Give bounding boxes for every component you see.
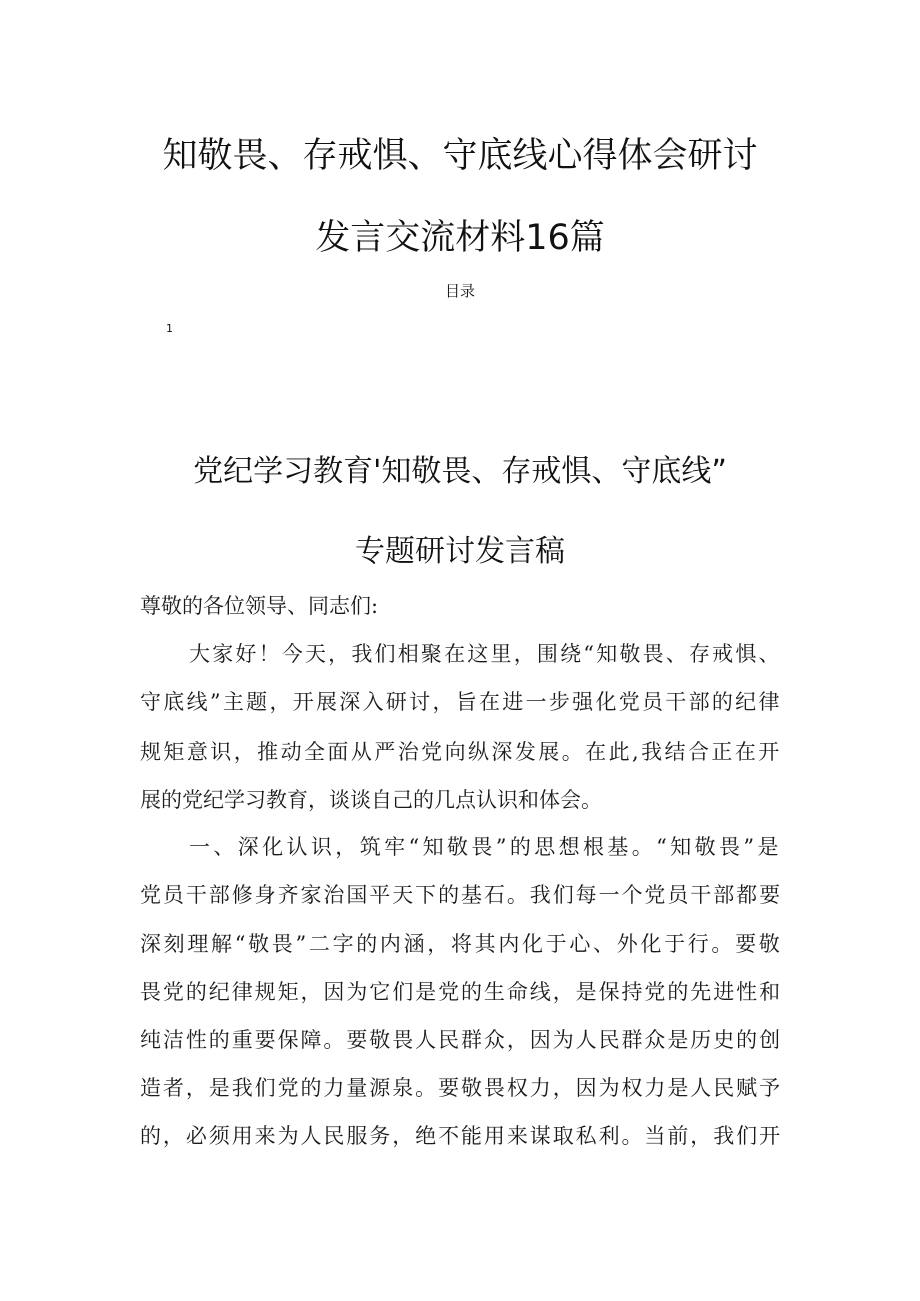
section-title-line-2: 专题研讨发言稿 [355, 534, 565, 569]
body-line: 畏党的纪律规矩，因为它们是党的生命线，是保持党的先进性和 [140, 980, 782, 1004]
body-line: 规矩意识，推动全面从严治党向纵深发展。在此,我结合正在开 [140, 740, 782, 764]
body-line: 造者，是我们党的力量源泉。要敬畏权力，因为权力是人民赋予 [140, 1076, 782, 1100]
document-title-line-1: 知敬畏、存戒惧、守底线心得体会研讨 [162, 136, 758, 176]
body-line: 大家好！今天，我们相聚在这里，围绕“知敬畏、存戒惧、 [189, 642, 782, 666]
toc-item[interactable]: 1 [166, 322, 173, 335]
body-paragraphs [140, 638, 782, 1198]
section-title-line-1: 党纪学习教育'知敬畏、存戒惧、守底线” [193, 454, 727, 489]
body-line: 一、深化认识，筑牢“知敬畏”的思想根基。“知敬畏”是 [189, 835, 782, 859]
body-line: 展的党纪学习教育，谈谈自己的几点认识和体会。 [140, 788, 602, 812]
salutation: 尊敬的各位领导、同志们: [140, 594, 379, 618]
body-line: 的，必须用来为人民服务，绝不能用来谋取私利。当前，我们开 [140, 1124, 782, 1148]
body-line: 深刻理解“敬畏”二字的内涵，将其内化于心、外化于行。要敬 [140, 932, 783, 956]
document-title-line-2: 发言交流材料16篇 [315, 218, 605, 258]
toc-label: 目录 [444, 282, 475, 300]
body-line: 党员干部修身齐家治国平天下的基石。我们每一个党员干部都要 [140, 883, 782, 907]
body-line: 守底线”主题，开展深入研讨，旨在进一步强化党员干部的纪律 [140, 690, 782, 714]
body-line: 纯洁性的重要保障。要敬畏人民群众，因为人民群众是历史的创 [140, 1028, 782, 1052]
